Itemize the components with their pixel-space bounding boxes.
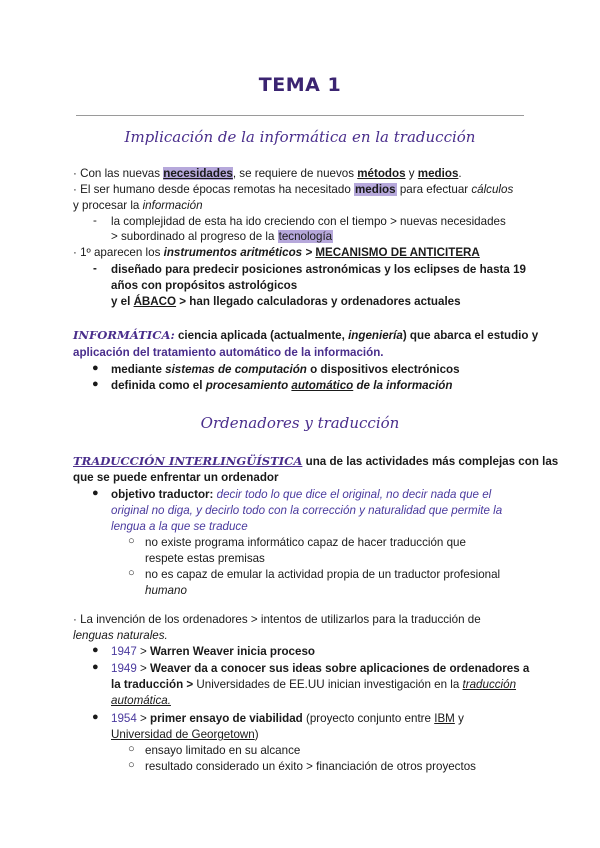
text-line: INFORMÁTICA: ciencia aplicada (actualmente, ingeniería) que abarca el estudio y [73,328,539,342]
text-line: y el ÁBACO > han llegado calculadoras y ordenadores actuales [111,295,461,308]
bullet-marker: ● [92,487,99,499]
circle-marker: ○ [128,567,135,579]
text-line: · 1º aparecen los instrumentos aritméticos > MECANISMO DE ANTICITERA [73,246,480,259]
text-line: aplicación del tratamiento automático de la información. [73,346,384,359]
text-line: ensayo limitado en su alcance [145,744,301,757]
bullet-marker: ● [92,378,99,390]
text-line: la traducción > Universidades de EE.UU inician investigación en la traducción [111,678,517,691]
dash-marker: - [93,262,97,275]
circle-marker: ○ [128,759,135,771]
text-line: > subordinado al progreso de la tecnología [111,230,333,243]
text-line: 1954 > primer ensayo de viabilidad (proyecto conjunto entre IBM y [111,712,464,725]
text-line: 1949 > Weaver da a conocer sus ideas sobre aplicaciones de ordenadores a [111,662,530,675]
page-title: TEMA 1 [258,74,342,96]
text-line: respete estas premisas [145,552,265,565]
text-line: automática. [111,694,171,707]
text-line: años con propósitos astrológicos [111,279,298,292]
text-line: lenguas naturales. [73,629,168,642]
text-line: la complejidad de esta ha ido creciendo con el tiempo > nuevas necesidades [111,215,506,228]
text-line: objetivo traductor: decir todo lo que dice el original, no decir nada que el [111,488,492,501]
text-line: Universidad de Georgetown) [111,728,259,741]
circle-marker: ○ [128,535,135,547]
text-line: · La invención de los ordenadores > intentos de utilizarlos para la traducción de [73,613,481,626]
text-line: lengua a la que se traduce [111,520,248,533]
text-line: 1947 > Warren Weaver inicia proceso [111,645,315,658]
text-line: y procesar la información [73,199,203,212]
dash-marker: - [93,214,97,227]
text-line: resultado considerado un éxito > financiación de otros proyectos [145,760,476,773]
text-line: · El ser humano desde épocas remotas ha necesitado medios para efectuar cálculos [73,183,514,196]
bullet-marker: ● [92,661,99,673]
text-line: definida como el procesamiento automático de la información [111,379,453,392]
title-divider [76,115,524,116]
circle-marker: ○ [128,743,135,755]
text-line: · Con las nuevas necesidades, se requiere de nuevos métodos y medios. [73,167,462,180]
section-heading-1: Implicación de la informática en la traducción [124,128,476,146]
bullet-marker: ● [92,644,99,656]
section-heading-2: Ordenadores y traducción [200,414,400,432]
text-line: que se puede enfrentar un ordenador [73,471,279,484]
bullet-marker: ● [92,362,99,374]
text-line: original no diga, y decirlo todo con la corrección y naturalidad que permite la [111,504,503,517]
bullet-marker: ● [92,711,99,723]
text-line: mediante sistemas de computación o dispositivos electrónicos [111,363,460,376]
text-line: diseñado para predecir posiciones astronómicas y los eclipses de hasta 19 [111,263,526,276]
text-line: humano [145,584,187,597]
text-line: no es capaz de emular la actividad propia de un traductor profesional [145,568,501,581]
text-line: TRADUCCIÓN INTERLINGÜÍSTICA una de las actividades más complejas con las [73,454,559,468]
text-line: no existe programa informático capaz de hacer traducción que [145,536,466,549]
